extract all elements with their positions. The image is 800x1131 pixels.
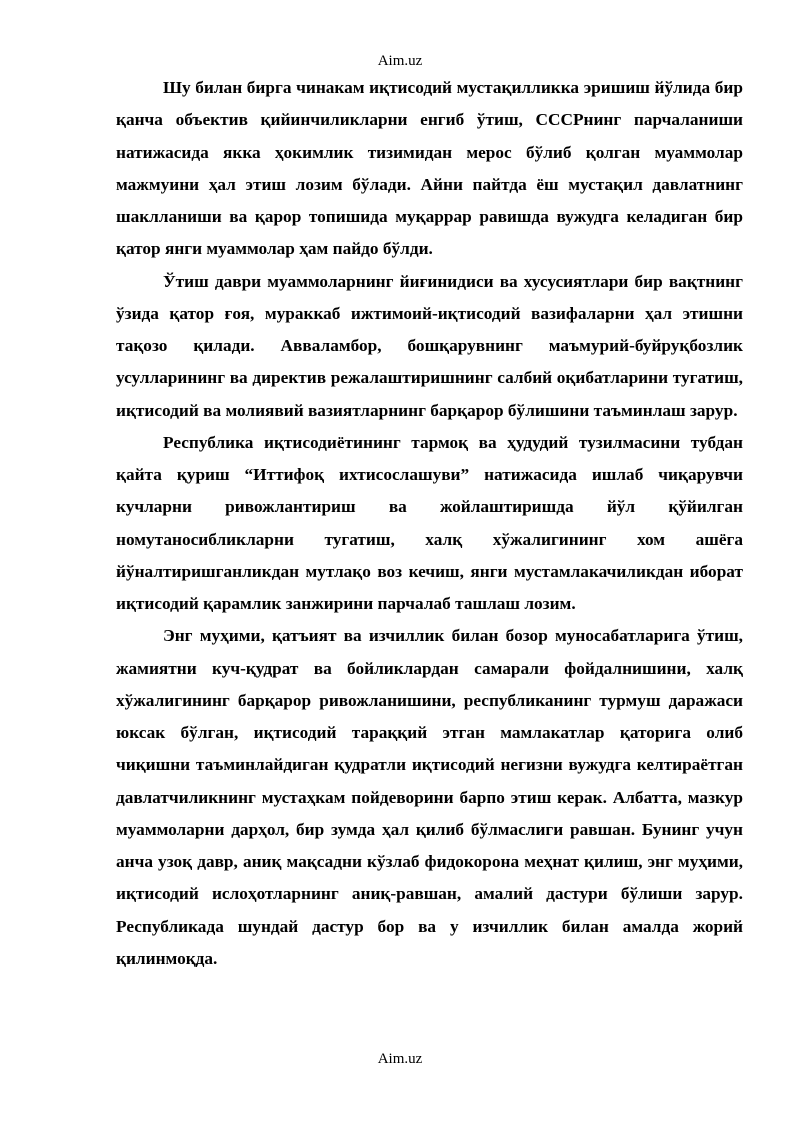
paragraph-3: Республика иқтисодиётининг тармоқ ва ҳудудий тузилмасини тубдан қайта қуриш “Иттифоқ ихтисослашуви” натижасида ишлаб чиқарувчи кучларни ривожлантириш ва жойлаштиришда йўл қўйилган номутаносибликларни тугатиш, халқ хўжалигининг хом ашёга йўналтиришганликдан мутлақо воз кечиш, янги мустамлакачиликдан иборат иқтисодий қарамлик занжирини парчалаб ташлаш лозим. xyxy=(116,432,743,613)
paragraph-1: Шу билан бирга чинакам иқтисодий мустақилликка эришиш йўлида бир қанча объектив қийинчиликларни енгиб ўтиш, СССРнинг парчаланиши натижасида якка ҳокимлик тизимидан мерос бўлиб қолган муаммолар мажмуини ҳал этиш лозим бўлади. Айни пайтда ёш мустақил давлатнинг шаклланиши ва қарор топишида муқаррар равишда вужудга келадиган бир қатор янги муаммолар ҳам пайдо бўлди. xyxy=(116,78,743,259)
paragraph-2: Ўтиш даври муаммоларнинг йиғинидиси ва хусусиятлари бир вақтнинг ўзида қатор ғоя, мураккаб ижтимоий-иқтисодий вазифаларни ҳал этишни тақозо қилади. Авваламбор, бошқарувнинг маъмурий-буйруқбозлик усулларининг ва директив режалаштиришнинг салбий оқибатларини тугатиш, иқтисодий ва молиявий вазиятларнинг барқарор бўлишини таъминлаш зарур. xyxy=(116,271,743,420)
document-body xyxy=(116,72,743,975)
paragraph-4: Энг муҳими, қатъият ва изчиллик билан бозор муносабатларига ўтиш, жамиятни куч-қудрат ва бойликлардан самарали фойдалнишини, халқ хўжалигининг барқарор ривожланишини, республиканинг турмуш даражаси юксак бўлган, иқтисодий тараққий этган мамлакатлар қаторига олиб чиқишни таъминлайдиган қудратли иқтисодий негизни вужудга келтираётган давлатчиликнинг мустаҳкам пойдеворини барпо этиш керак. Албатта, мазкур муаммоларни дарҳол, бир зумда ҳал қилиб бўлмаслиги равшан. Бунинг учун анча узоқ давр, аниқ мақсадни кўзлаб фидокорона меҳнат қилиш, энг муҳими, иқтисодий ислоҳотларнинг аниқ-равшан, амалий дастури бўлиши зарур. Республикада шундай дастур бор ва у изчиллик билан амалда жорий қилинмоқда. xyxy=(116,626,743,968)
page-header: Aim.uz xyxy=(377,53,423,69)
page-footer: Aim.uz xyxy=(377,1051,423,1067)
